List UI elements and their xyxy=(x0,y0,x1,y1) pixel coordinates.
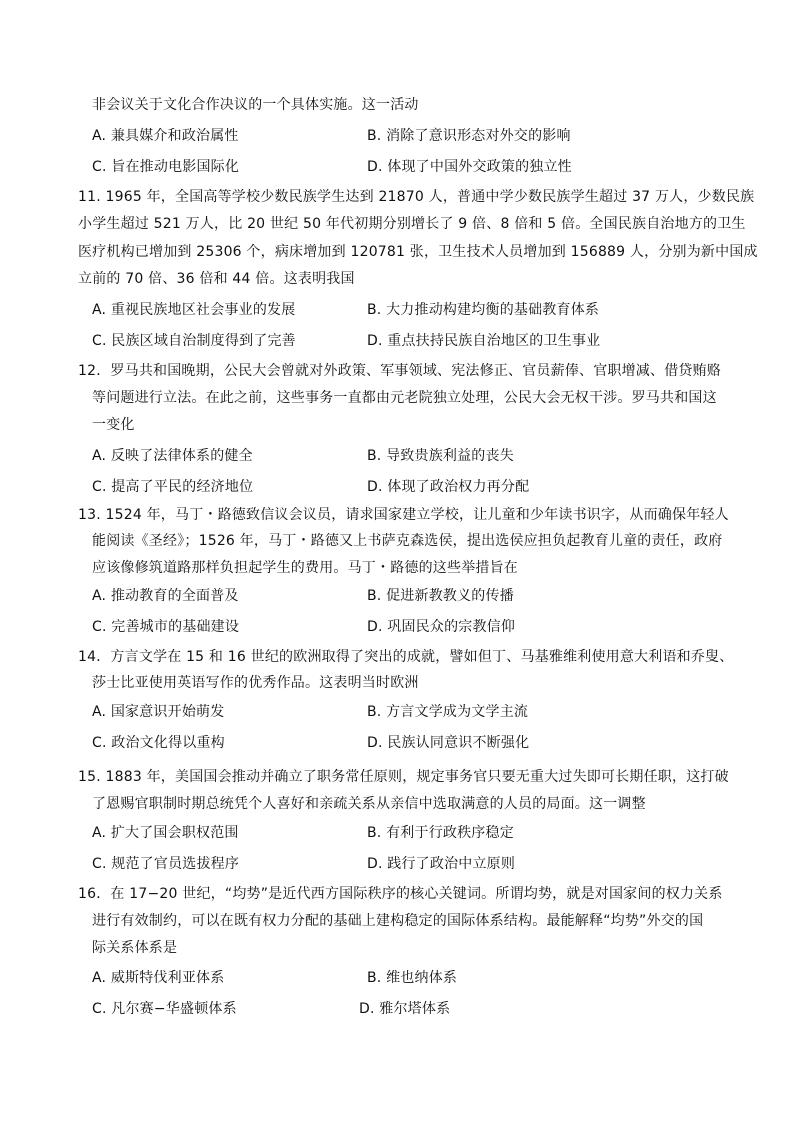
q10-option-c: C. 旨在推动电影国际化 xyxy=(92,159,240,175)
q16-stem-line-2: 进行有效制约，可以在既有权力分配的基础上建构稳定的国际体系结构。最能解释“均势”外交的国 xyxy=(92,913,704,929)
q10-option-d: D. 体现了中国外交政策的独立性 xyxy=(367,159,572,175)
q12-stem-line-1: 12．罗马共和国晚期，公民大会曾就对外政策、军事领域、宪法修正、官员薪俸、官职增减、借贷贿赂 xyxy=(78,363,722,379)
q12-stem-line-3: 一变化 xyxy=(92,417,135,433)
q16-option-c: C. 凡尔赛−华盛顿体系 xyxy=(92,1001,237,1017)
q14-option-b: B. 方言文学成为文学主流 xyxy=(367,704,529,720)
q11-option-a: A. 重视民族地区社会事业的发展 xyxy=(92,302,296,318)
q10-option-a: A. 兼具媒介和政治属性 xyxy=(92,128,239,144)
q10-stem-line-1: 非会议关于文化合作决议的一个具体实施。这一活动 xyxy=(92,97,419,113)
q10-option-b: B. 消除了意识形态对外交的影响 xyxy=(367,128,571,144)
q15-option-c: C. 规范了官员选拔程序 xyxy=(92,856,240,872)
q13-option-c: C. 完善城市的基础建设 xyxy=(92,619,240,635)
q16-option-a: A. 威斯特伐利亚体系 xyxy=(92,970,225,986)
q13-stem-line-3: 应该像修筑道路那样负担起学生的费用。马丁・路德的这些举措旨在 xyxy=(92,560,518,576)
q16-stem-line-1: 16．在 17−20 世纪，“均势”是近代西方国际秩序的核心关键词。所谓均势，就是对国家间的权力关系 xyxy=(78,886,723,902)
q13-stem-line-2: 能阅读《圣经》；1526 年，马丁・路德又上书萨克森选侯，提出选侯应担负起教育儿童的责任，政府 xyxy=(92,533,723,549)
q12-stem-line-2: 等问题进行立法。在此之前，这些事务一直都由元老院独立处理，公民大会无权干涉。罗马共和国这 xyxy=(92,390,717,406)
q13-option-a: A. 推动教育的全面普及 xyxy=(92,588,239,604)
q13-option-b: B. 促进新教教义的传播 xyxy=(367,588,514,604)
q14-option-d: D. 民族认同意识不断强化 xyxy=(367,735,530,751)
q13-option-d: D. 巩固民众的宗教信仰 xyxy=(367,619,516,635)
q15-option-b: B. 有利于行政秩序稳定 xyxy=(367,825,514,841)
q16-stem-line-3: 际关系体系是 xyxy=(92,940,178,956)
q13-stem-line-1: 13. 1524 年，马丁・路德致信议会议员，请求国家建立学校，让儿童和少年读书识字，从而确保年轻人 xyxy=(78,507,729,523)
q12-option-b: B. 导致贵族利益的丧失 xyxy=(367,448,514,464)
q12-option-c: C. 提高了平民的经济地位 xyxy=(92,479,254,495)
q11-option-b: B. 大力推动构建均衡的基础教育体系 xyxy=(367,302,600,318)
q16-option-d: D. 雅尔塔体系 xyxy=(359,1001,451,1017)
q15-option-d: D. 践行了政治中立原则 xyxy=(367,856,516,872)
q14-option-a: A. 国家意识开始萌发 xyxy=(92,704,225,720)
q11-stem-line-3: 医疗机构已增加到 25306 个，病床增加到 120781 张，卫生技术人员增加到 156889 人，分别为新中国成 xyxy=(78,244,758,260)
q12-option-a: A. 反映了法律体系的健全 xyxy=(92,448,253,464)
q15-stem-line-2: 了恩赐官职制时期总统凭个人喜好和亲疏关系从亲信中选取满意的人员的局面。这一调整 xyxy=(92,796,646,812)
q15-option-a: A. 扩大了国会职权范围 xyxy=(92,825,239,841)
q11-stem-line-4: 立前的 70 倍、36 倍和 44 倍。这表明我国 xyxy=(78,271,355,287)
q16-option-b: B. 维也纳体系 xyxy=(367,970,458,986)
q14-stem-line-2: 莎士比亚使用英语写作的优秀作品。这表明当时欧洲 xyxy=(92,675,419,691)
q12-option-d: D. 体现了政治权力再分配 xyxy=(367,479,530,495)
q11-option-d: D. 重点扶持民族自治地区的卫生事业 xyxy=(367,333,601,349)
q11-stem-line-2: 小学生超过 521 万人，比 20 世纪 50 年代初期分别增长了 9 倍、8 倍和 5 倍。全国民族自治地方的卫生 xyxy=(78,216,746,232)
q11-option-c: C. 民族区域自治制度得到了完善 xyxy=(92,333,296,349)
q11-stem-line-1: 11. 1965 年，全国高等学校少数民族学生达到 21870 人，普通中学少数民族学生超过 37 万人，少数民族 xyxy=(78,189,755,205)
q15-stem-line-1: 15. 1883 年，美国国会推动并确立了职务常任原则，规定事务官只要无重大过失即可长期任职，这打破 xyxy=(78,769,729,785)
q14-stem-line-1: 14．方言文学在 15 和 16 世纪的欧洲取得了突出的成就，譬如但丁、马基雅维利使用意大利语和乔叟、 xyxy=(78,649,734,665)
q14-option-c: C. 政治文化得以重构 xyxy=(92,735,225,751)
